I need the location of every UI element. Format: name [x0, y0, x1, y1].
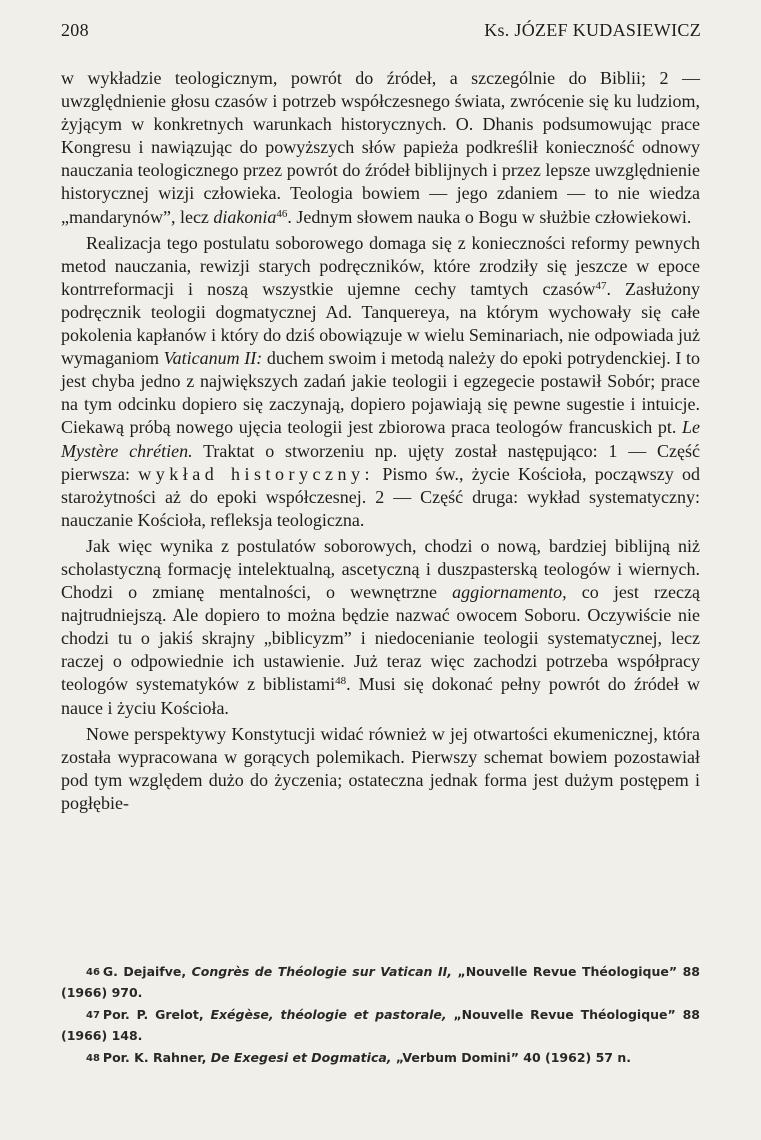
- text-run: . Musi się dokonać pełny powrót do źródeł w nauce i życiu Kościoła.: [61, 674, 700, 718]
- footnote-number: 46: [86, 967, 100, 978]
- footnote-46: [61, 962, 700, 1003]
- main-text: [61, 67, 700, 818]
- text-run: duchem swoim i metodą należy do epoki potrydenckiej. I to jest chyba jedno z największych zadań jakie teologii i egzegecie postawił Sobór; prace na tym odcinku dopiero się zaczynają, dopiero pojawiają się pewne sugestie i intuicje. Ciekawą próbą nowego ujęcia teologii jest zbiorowa praca teologów francuskich pt.: [61, 348, 700, 438]
- paragraph-1: [61, 67, 700, 229]
- footnote-text: „Verbum Domini” 40 (1962) 57 n.: [391, 1050, 631, 1065]
- footnote-text: „Nouvelle Revue Théologique” 88 (1966) 148.: [61, 1007, 700, 1043]
- italic-term: aggiornamento,: [452, 582, 567, 603]
- text-run: w wykładzie teologicznym, powrót do źródeł, a szczególnie do Biblii; 2 — uwzględnienie głosu czasów i potrzeb współczesnego świata, zwrócenie się ku ludziom, żyjącym w konkretnych warunkach historycznych. O. Dhanis podsumowując prace Kongresu i nawiązując do powyższych słów papieża podkreślił konieczność odnowy nauczania teologicznego przez powrót do źródeł biblijnych i przez lepsze uwzględnienie historycznej wizji człowieka. Teologia bowiem — jego zdaniem — to nie wiedza „mandarynów”, lecz: [61, 68, 700, 227]
- text-run: . Jednym słowem nauka o Bogu w służbie człowiekowi.: [287, 206, 692, 227]
- running-header: [61, 20, 701, 41]
- paragraph-2: [61, 232, 700, 532]
- text-run: Pismo św., życie Kościoła, począwszy od starożytności aż do epoki współczesnej. 2 — Część druga: wykład systematyczny: nauczanie Kościoła, refleksja teologiczna.: [61, 463, 700, 530]
- page-number: 208: [61, 20, 89, 40]
- text-run: Jak więc wynika z postulatów soborowych, chodzi o nową, bardziej biblijną niż scholastyczną formację intelektualną, ascetyczną i duszpasterską teologów i wiernych. Chodzi o zmianę mentalności, o wewnętrzne: [61, 535, 700, 603]
- italic-title: Le Mystère chrétien.: [61, 417, 700, 461]
- paragraph-4: [61, 723, 700, 815]
- footnote-number: 47: [86, 1010, 100, 1021]
- text-run: Realizacja tego postulatu soborowego domaga się z konieczności reformy pewnych metod nauczania, rewizji starych podręczników, które zrodziły się jeszcze w epoce kontrreformacji i noszą wszystkie ujemne cechy tamtych czasów: [61, 232, 700, 299]
- footnote-title: De Exegesi et Dogmatica,: [210, 1050, 392, 1065]
- footnote-ref: 48: [335, 675, 347, 688]
- italic-term: Vaticanum II:: [163, 348, 263, 369]
- text-run: co jest rzeczą najtrudniejszą. Ale dopiero to można będzie nazwać owocem Soboru. Oczywiście nie chodzi tu o jakiś skrajny „biblicyzm” i niedocenianie teologii systematycznej, lecz raczej o odpowiednie ich ustawienie. Już teraz więc zachodzi potrzeba współpracy teologów systematyków z biblistami: [61, 582, 700, 695]
- footnote-text: Por. K. Rahner,: [102, 1050, 211, 1065]
- paragraph-3: [61, 535, 700, 720]
- footnotes: [61, 962, 700, 1071]
- text-run: Nowe perspektywy Konstytucji widać również w jej otwartości ekumenicznej, która została wypracowana w gorących polemikach. Pierwszy schemat bowiem pozostawiał pod tym względem dużo do życzenia; ostateczna jednak forma jest dużym postępem i pogłębie-: [61, 723, 700, 813]
- footnote-48: [61, 1048, 700, 1069]
- footnote-title: Exégèse, théologie et pastorale,: [210, 1007, 447, 1022]
- footnote-ref: 46: [276, 207, 288, 220]
- text-run: Traktat o stworzeniu np. ujęty został następująco: 1 — Część pierwsza:: [61, 440, 701, 484]
- footnote-title: Congrès de Théologie sur Vatican II,: [191, 964, 452, 979]
- footnote-number: 48: [86, 1053, 100, 1064]
- text-run: . Zasłużony podręcznik teologii dogmatycznej Ad. Tanquereya, na którym wychowały się całe pokolenia kapłanów i który do dziś obowiązuje w wielu Seminariach, nie odpowiada już wymaganiom: [61, 278, 701, 369]
- footnote-text: G. Dejaifve,: [102, 964, 192, 979]
- footnote-text: „Nouvelle Revue Théologique” 88 (1966) 970.: [61, 964, 700, 1000]
- running-title: Ks. JÓZEF KUDASIEWICZ: [484, 20, 701, 40]
- italic-term: diakonia: [213, 206, 277, 227]
- spaced-text: wykład historyczny:: [138, 463, 375, 484]
- footnote-text: Por. P. Grelot,: [102, 1007, 211, 1022]
- footnote-47: [61, 1005, 700, 1046]
- footnote-ref: 47: [595, 279, 607, 292]
